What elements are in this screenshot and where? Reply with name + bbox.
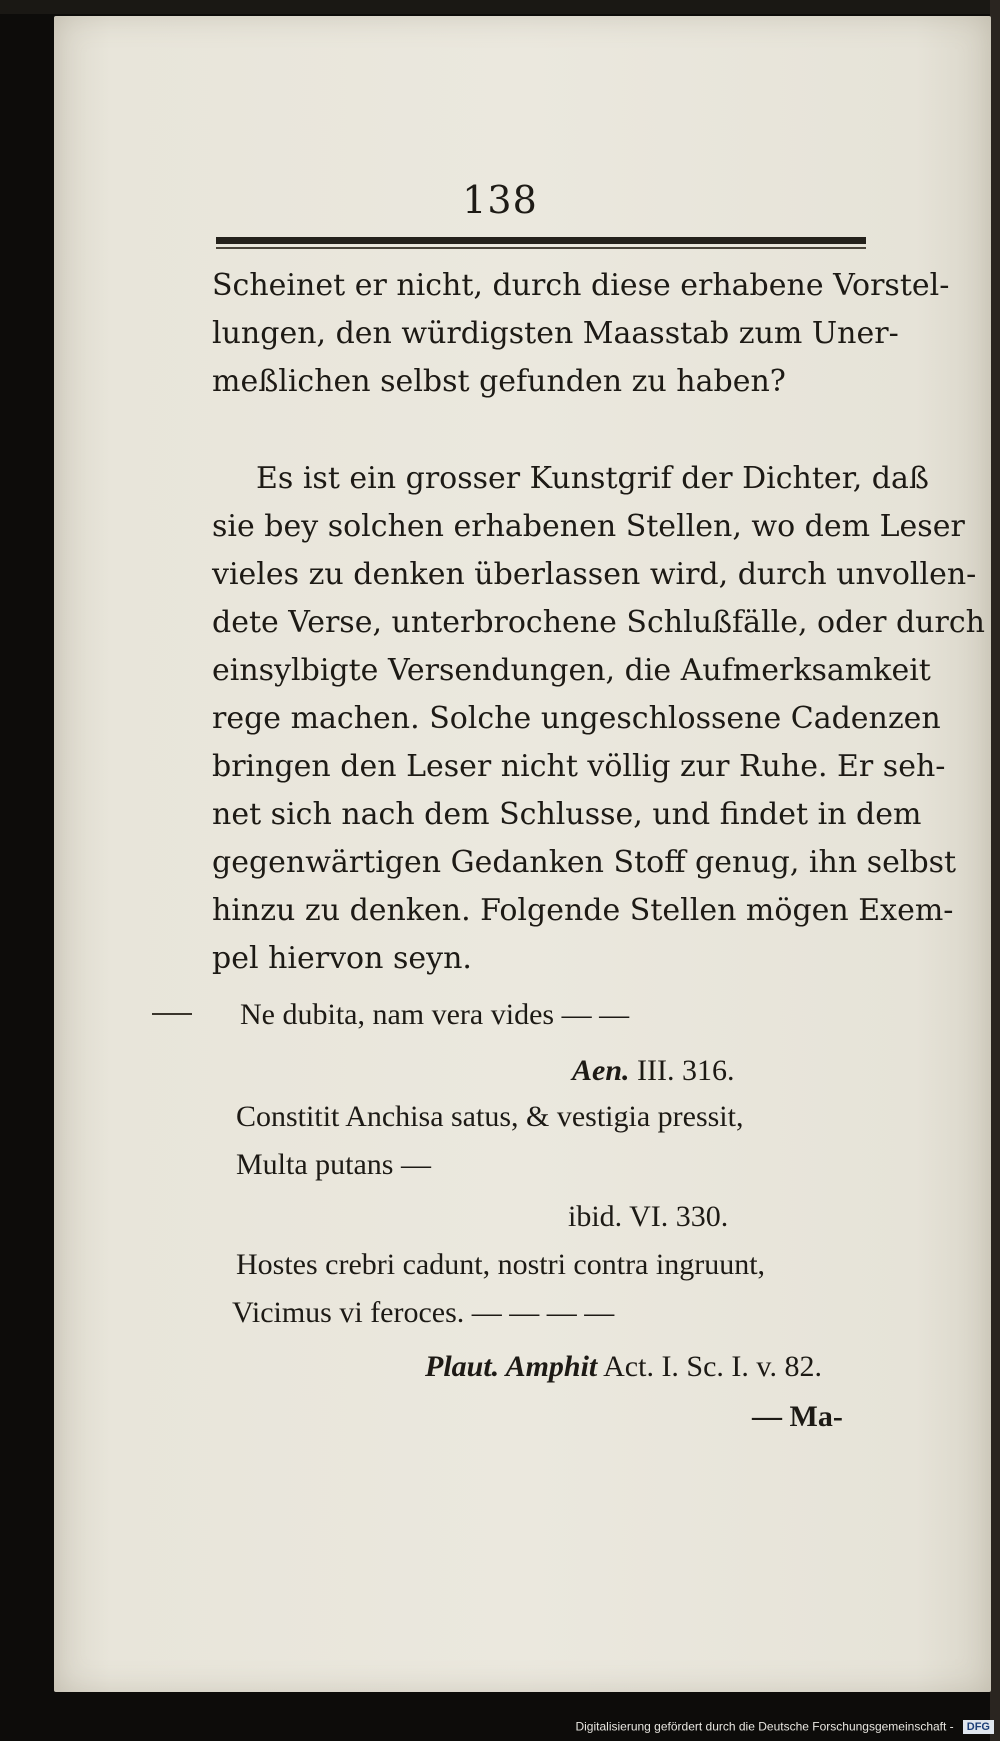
text-line: lungen, den würdigsten Maasstab zum Uner-	[212, 316, 899, 351]
citation-2: ibid. VI. 330.	[568, 1200, 729, 1233]
scan-right-border	[990, 0, 1000, 1741]
paragraph-2	[212, 455, 985, 983]
text-line: pel hiervon seyn.	[212, 941, 472, 976]
text-line: Es ist ein grosser Kunstgrif der Dichter, daß	[256, 461, 929, 496]
text-line: einsylbigte Versendungen, die Aufmerksamkeit	[212, 653, 931, 688]
header-rule-thin	[216, 247, 866, 249]
citation-3	[425, 1350, 822, 1384]
paragraph-1	[212, 262, 950, 406]
latin-quote-2-line-1: Constitit Anchisa satus, & vestigia pressit,	[236, 1100, 744, 1133]
text-line: hinzu zu denken. Folgende Stellen mögen Exem-	[212, 893, 954, 928]
latin-quote-2-line-2: Multa putans —	[236, 1148, 431, 1181]
text-line: net sich nach dem Schlusse, und findet in dem	[212, 797, 922, 832]
citation-1	[572, 1054, 735, 1088]
citation-ref: Act. I. Sc. I. v. 82.	[603, 1350, 822, 1383]
catchword: — Ma-	[752, 1400, 843, 1433]
margin-dash	[152, 1013, 192, 1015]
text-line: Scheinet er nicht, durch diese erhabene Vorstel-	[212, 268, 950, 303]
text-line: rege machen. Solche ungeschlossene Cadenzen	[212, 701, 941, 736]
latin-quote-3-line-2: Vicimus vi feroces. — — — —	[232, 1296, 615, 1329]
text-line: vieles zu denken überlassen wird, durch unvollen-	[212, 557, 977, 592]
scan-top-border	[0, 0, 1000, 14]
citation-ref: III. 316.	[637, 1054, 735, 1087]
latin-quote-1: Ne dubita, nam vera vides — —	[240, 998, 630, 1031]
text-line: dete Verse, unterbrochene Schlußfälle, oder durch	[212, 605, 985, 640]
footer-credit	[0, 1716, 994, 1741]
text-line: gegenwärtigen Gedanken Stoff genug, ihn selbst	[212, 845, 957, 880]
text-line: bringen den Leser nicht völlig zur Ruhe. Er seh-	[212, 749, 946, 784]
citation-work: Aen.	[572, 1054, 630, 1087]
page-number: 138	[462, 178, 538, 222]
header-rule	[216, 237, 866, 244]
text-line: meßlichen selbst gefunden zu haben?	[212, 364, 786, 399]
text-line: sie bey solchen erhabenen Stellen, wo dem Leser	[212, 509, 965, 544]
citation-work: Plaut. Amphit	[425, 1350, 598, 1383]
footer-credit-text: Digitalisierung gefördert durch die Deutsche Forschungsgemeinschaft -	[575, 1719, 954, 1734]
latin-quote-3-line-1: Hostes crebri cadunt, nostri contra ingruunt,	[236, 1248, 766, 1281]
dfg-logo: DFG	[963, 1720, 994, 1734]
